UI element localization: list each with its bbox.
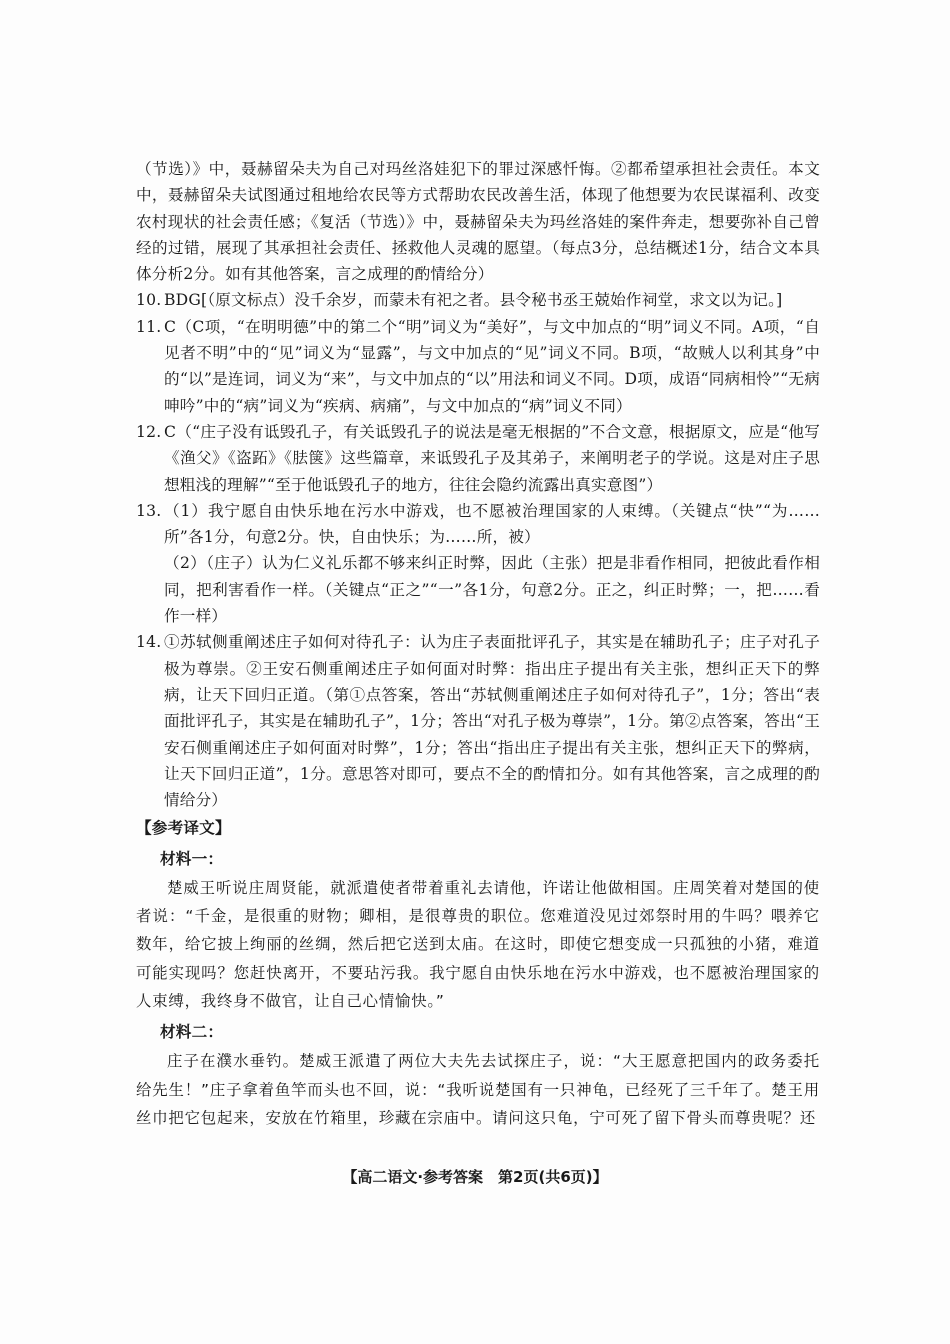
answer-item-13 [136,498,820,629]
answer-item-14 [136,629,820,813]
page-footer: 【高二语文·参考答案 第2页(共6页)】 [342,1168,608,1186]
continued-answer-text: （节选）》中，聂赫留朵夫为自己对玛丝洛娃犯下的罪过深感忏悔。②都希望承担社会责任。本文中，聂赫留朵夫试图通过租地给农民等方式帮助农民改善生活，体现了他想要为农民谋福利、改变农村现状的社会责任感；《复活（节选）》中，聂赫留朵夫为玛丝洛娃的案件奔走，想要弥补自己曾经的过错，展现了其承担社会责任、拯救他人灵魂的愿望。（每点3分，总结概述1分，结合文本具体分析2分。如有其他答案，言之成理的酌情给分） [136,160,820,284]
answer-item-12 [136,419,820,498]
answer-text-part-1: （1）我宁愿自由快乐地在污水中游戏，也不愿被治理国家的人束缚。（关键点“快”“为……所”各1分，句意2分。快，自由快乐；为……所，被） [164,501,820,547]
answer-number: 14. [136,633,162,652]
answer-content [136,156,820,1132]
answer-text: ①苏轼侧重阐述庄子如何对待孔子：认为庄子表面批评孔子，其实是在辅助孔子；庄子对孔子极为尊崇。②王安石侧重阐述庄子如何面对时弊：指出庄子提出有关主张，想纠正天下的弊病，让天下回归正道。（第①点答案，答出“苏轼侧重阐述庄子如何对待孔子”，1分；答出“表面批评孔子，其实是在辅助孔子”，1分；答出“对孔子极为尊崇”，1分。第②点答案，答出“王安石侧重阐述庄子如何面对时弊”，1分；答出“指出庄子提出有关主张，想纠正天下的弊病，让天下回归正道”，1分。意思答对即可，要点不全的酌情扣分。如有其他答案，言之成理的酌情给分） [164,633,820,810]
answer-number: 11. [136,317,162,336]
material-2-title: 材料二： [160,1022,224,1042]
material-1-title: 材料一： [160,848,224,868]
answer-text: C（“庄子没有诋毁孔子，有关诋毁孔子的说法是毫无根据的”不合文意，根据原文，应是“他写《渔父》《盗跖》《胠箧》这些篇章，来诋毁孔子及其弟子，来阐明老子的学说。这是对庄子思想粗浅的理解”“至于他诋毁孔子的地方，往往会隐约流露出真实意图”） [164,422,820,494]
material-2-text: 庄子在濮水垂钓。楚威王派遣了两位大夫先去试探庄子，说：“大王愿意把国内的政务委托给先生！”庄子拿着鱼竿而头也不回，说：“我听说楚国有一只神龟，已经死了三千年了。楚王用丝巾把它包起来，安放在竹箱里，珍藏在宗庙中。请问这只龟，宁可死了留下骨头而尊贵呢？还 [136,1052,820,1127]
material-1-text: 楚威王听说庄周贤能，就派遣使者带着重礼去请他，许诺让他做相国。庄周笑着对楚国的使者说：“千金，是很重的财物；卿相，是很尊贵的职位。您难道没见过郊祭时用的牛吗？喂养它数年，给它披上绚丽的丝绸，然后把它送到太庙。在这时，即使它想变成一只孤独的小猪，难道可能实现吗？您赶快离开，不要玷污我。我宁愿自由快乐地在污水中游戏，也不愿被治理国家的人束缚，我终身不做官，让自己心情愉快。” [136,879,820,1010]
answer-item-10 [136,287,820,313]
answer-text-part-2: （2）（庄子）认为仁义礼乐都不够来纠正时弊，因此（主张）把是非看作相同，把彼此看作相同，把利害看作一样。（关键点“正之”“一”各1分，句意2分。正之，纠正时弊；一，把……看作一样） [164,554,820,626]
reference-translation-heading: 【参考译文】 [136,818,231,838]
answer-text: C（C项，“在明明德”中的第二个“明”词义为“美好”，与文中加点的“明”词义不同。A项，“自见者不明”中的“见”词义为“显露”，与文中加点的“见”词义不同。B项，“故贼人以利其身”中的“以”是连词，词义为“来”，与文中加点的“以”用法和词义不同。D项，成语“同病相怜”“无病呻吟”中的“病”词义为“疾病、病痛”，与文中加点的“病”词义不同） [164,317,820,415]
answer-text: BDG[（原文标点）没千余岁，而蒙未有祀之者。县令秘书丞王兢始作祠堂，求文以为记。] [164,291,783,310]
answer-number: 10. [136,291,162,310]
answer-number: 12. [136,422,162,441]
answer-number: 13. [136,501,162,520]
answer-item-11 [136,314,820,419]
